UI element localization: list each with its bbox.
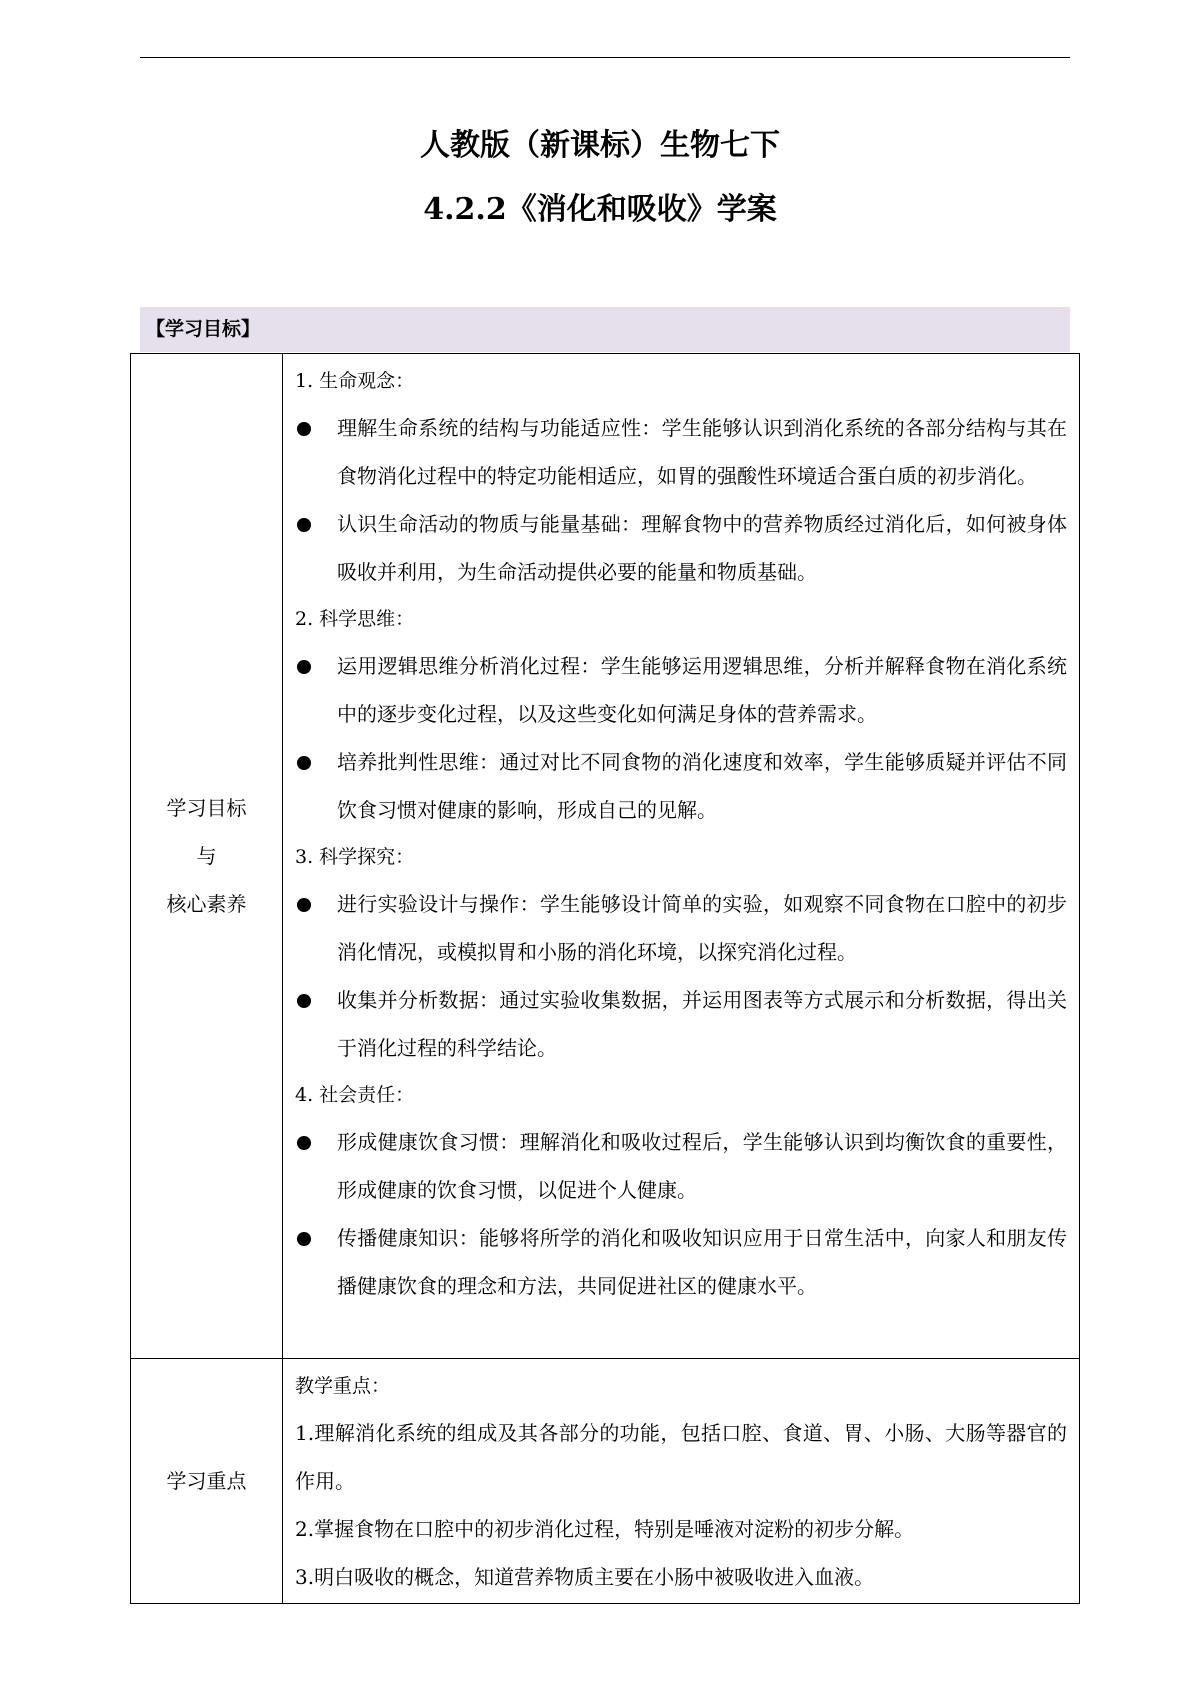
list-item-text: 运用逻辑思维分析消化过程：学生能够运用逻辑思维，分析并解释食物在消化系统中的逐步变化过程，以及这些变化如何满足身体的营养需求。 xyxy=(337,654,1067,726)
group-heading: 3. 科学探究： xyxy=(295,846,415,868)
list-item xyxy=(295,642,1067,738)
list-item-text: 传播健康知识：能够将所学的消化和吸收知识应用于日常生活中，向家人和朋友传播健康饮食的理念和方法，共同促进社区的健康水平。 xyxy=(337,1226,1067,1298)
list-item-text: 认识生命活动的物质与能量基础：理解食物中的营养物质经过消化后，如何被身体吸收并利用，为生命活动提供必要的能量和物质基础。 xyxy=(337,512,1067,584)
key-point-item: 2.掌握食物在口腔中的初步消化过程，特别是唾液对淀粉的初步分解。 xyxy=(295,1517,915,1541)
bullet-dot-icon xyxy=(295,1214,337,1310)
header-rule xyxy=(140,57,1070,58)
list-item xyxy=(295,404,1067,500)
bullet-dot-icon xyxy=(295,976,337,1072)
table-row-objectives xyxy=(131,354,1080,1359)
group-heading: 4. 社会责任： xyxy=(295,1084,415,1106)
key-point-item: 1.理解消化系统的组成及其各部分的功能，包括口腔、食道、胃、小肠、大肠等器官的作用。 xyxy=(295,1421,1067,1493)
objectives-label-line: 学习目标 xyxy=(166,796,247,820)
section-header-learning-objectives: 【学习目标】 xyxy=(140,307,1070,352)
document-title: 人教版（新课标）生物七下 xyxy=(420,128,780,163)
key-points-content-cell xyxy=(283,1359,1080,1604)
bullet-dot-icon xyxy=(295,404,337,500)
list-item-text: 形成健康饮食习惯：理解消化和吸收过程后，学生能够认识到均衡饮食的重要性，形成健康的饮食习惯，以促进个人健康。 xyxy=(337,1130,1067,1202)
objectives-content-cell xyxy=(283,354,1080,1359)
list-item xyxy=(295,738,1067,834)
list-item xyxy=(295,1214,1067,1310)
list-item xyxy=(295,500,1067,596)
key-points-heading: 教学重点： xyxy=(295,1375,391,1397)
objectives-label-cell xyxy=(131,354,283,1359)
list-item-text: 理解生命系统的结构与功能适应性：学生能够认识到消化系统的各部分结构与其在食物消化过程中的特定功能相适应，如胃的强酸性环境适合蛋白质的初步消化。 xyxy=(337,416,1067,488)
bullet-dot-icon xyxy=(295,500,337,596)
bullet-dot-icon xyxy=(295,642,337,738)
document-subtitle: 4.2.2《消化和吸收》学案 xyxy=(423,192,777,227)
table-row-key-points xyxy=(131,1359,1080,1604)
bullet-dot-icon xyxy=(295,880,337,976)
list-item xyxy=(295,976,1067,1072)
group-heading: 2. 科学思维： xyxy=(295,608,415,630)
list-item-text: 培养批判性思维：通过对比不同食物的消化速度和效率，学生能够质疑并评估不同饮食习惯对健康的影响，形成自己的见解。 xyxy=(337,750,1067,822)
group-heading: 1. 生命观念： xyxy=(295,370,415,392)
list-item xyxy=(295,1118,1067,1214)
objectives-table xyxy=(130,353,1080,1604)
list-item-text: 收集并分析数据：通过实验收集数据，并运用图表等方式展示和分析数据，得出关于消化过程的科学结论。 xyxy=(337,988,1067,1060)
objectives-label-line: 核心素养 xyxy=(166,892,247,916)
list-item-text: 进行实验设计与操作：学生能够设计简单的实验，如观察不同食物在口腔中的初步消化情况，或模拟胃和小肠的消化环境，以探究消化过程。 xyxy=(337,892,1067,964)
bullet-dot-icon xyxy=(295,1118,337,1214)
list-item xyxy=(295,880,1067,976)
objectives-label-line: 与 xyxy=(196,844,217,868)
bullet-dot-icon xyxy=(295,738,337,834)
key-point-item: 3.明白吸收的概念，知道营养物质主要在小肠中被吸收进入血液。 xyxy=(295,1565,875,1589)
key-points-label-cell: 学习重点 xyxy=(131,1359,283,1604)
